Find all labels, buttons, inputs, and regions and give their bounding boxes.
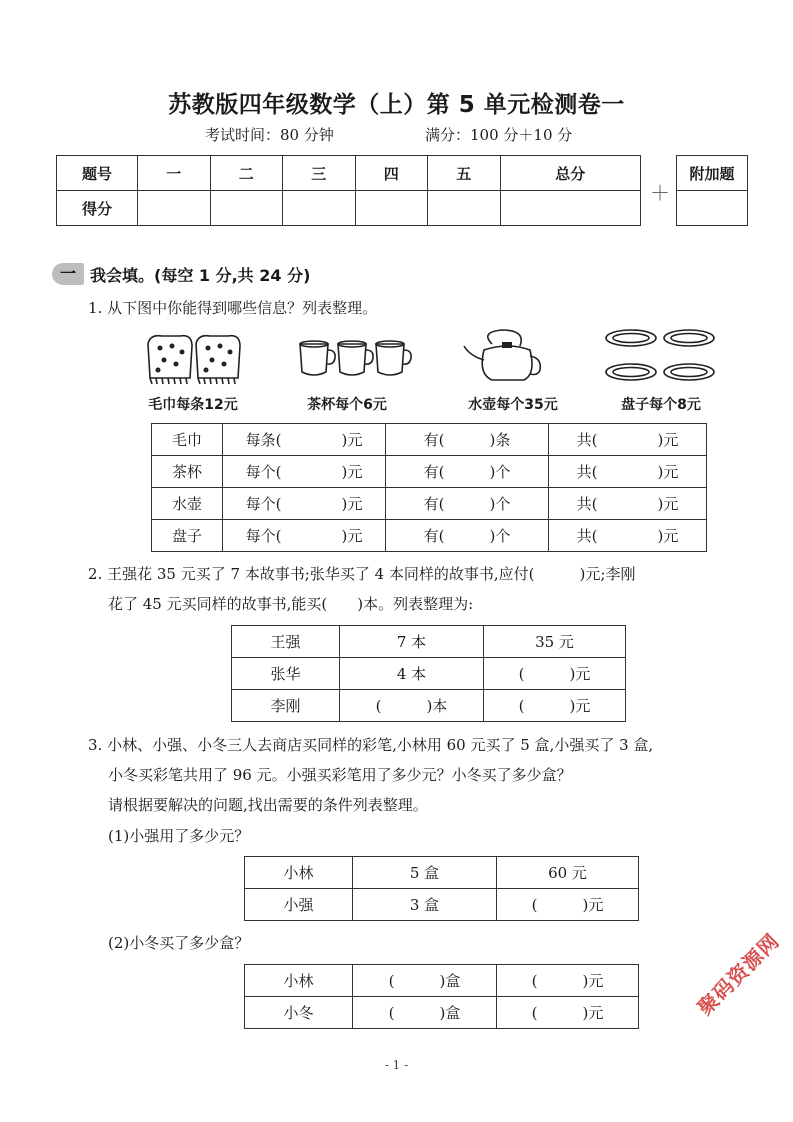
q1-table	[151, 423, 707, 552]
q3-table-1	[244, 856, 639, 921]
score-header: 五	[428, 156, 501, 191]
person-name: 小强	[245, 889, 353, 921]
section-header	[52, 262, 310, 286]
table-row	[152, 488, 707, 520]
cost-cell[interactable]: ( )元	[484, 658, 626, 690]
full-score: 满分：100 分＋10 分	[425, 126, 573, 144]
cost-cell: 35 元	[484, 626, 626, 658]
page-number: - 1 -	[384, 1058, 409, 1072]
item-name: 盘子	[152, 520, 223, 552]
person-name: 王强	[232, 626, 340, 658]
plus-sign: ＋	[650, 181, 670, 205]
item-name: 茶杯	[152, 456, 223, 488]
score-header: 一	[138, 156, 211, 191]
person-name: 小冬	[245, 997, 353, 1029]
boxes-cell[interactable]: ( )盒	[353, 997, 497, 1029]
cost-cell: 60 元	[497, 857, 639, 889]
table-row	[232, 626, 626, 658]
score-cell[interactable]	[355, 191, 428, 226]
table-row	[232, 658, 626, 690]
score-cell[interactable]	[428, 191, 501, 226]
total-cell[interactable]: 共( )元	[549, 456, 707, 488]
person-name: 小林	[245, 857, 353, 889]
score-header: 二	[210, 156, 283, 191]
kettle-icon	[462, 326, 552, 386]
question-3-line1: 3. 小林、小强、小冬三人去商店买同样的彩笔,小林用 60 元买了 5 盒,小强买了 3 盒,	[88, 736, 654, 754]
total-cell[interactable]: 共( )元	[549, 520, 707, 552]
question-3-line2: 小冬买彩笔共用了 96 元。小强买彩笔用了多少元？小冬买了多少盒？	[108, 766, 572, 784]
unit-price-cell[interactable]: 每个( )元	[223, 488, 386, 520]
quantity-cell[interactable]: 有( )个	[386, 456, 549, 488]
section-badge: 一	[52, 263, 84, 285]
score-cell[interactable]	[138, 191, 211, 226]
towel-caption: 毛巾每条12元	[148, 397, 238, 413]
score-table	[56, 155, 641, 226]
table-row	[152, 520, 707, 552]
score-cell[interactable]	[283, 191, 356, 226]
boxes-cell: 3 盒	[353, 889, 497, 921]
quantity-cell[interactable]: 有( )条	[386, 424, 549, 456]
extra-score-table	[676, 155, 748, 226]
item-name: 水壶	[152, 488, 223, 520]
question-1-text: 1. 从下图中你能得到哪些信息？列表整理。	[88, 299, 378, 317]
unit-price-cell[interactable]: 每个( )元	[223, 520, 386, 552]
unit-price-cell[interactable]: 每个( )元	[223, 456, 386, 488]
table-row	[245, 997, 639, 1029]
quantity-cell[interactable]: 有( )个	[386, 520, 549, 552]
cost-cell[interactable]: ( )元	[497, 997, 639, 1029]
q3-table-2	[244, 964, 639, 1029]
score-cell[interactable]	[210, 191, 283, 226]
score-cell[interactable]	[500, 191, 641, 226]
question-2-line1: 2. 王强花 35 元买了 7 本故事书;张华买了 4 本同样的故事书,应付( )元;李刚	[88, 565, 636, 583]
watermark: 聚码资源网	[692, 928, 785, 1020]
boxes-cell: 5 盒	[353, 857, 497, 889]
q2-table	[231, 625, 626, 722]
extra-header: 附加题	[677, 156, 748, 191]
extra-score-cell[interactable]	[677, 191, 748, 226]
table-row	[152, 424, 707, 456]
boxes-cell[interactable]: ( )盒	[353, 965, 497, 997]
cost-cell[interactable]: ( )元	[497, 889, 639, 921]
towel-icon	[140, 332, 250, 392]
quantity-cell[interactable]: 有( )个	[386, 488, 549, 520]
plates-icon	[604, 326, 719, 388]
person-name: 李刚	[232, 690, 340, 722]
question-3-line3: 请根据要解决的问题,找出需要的条件列表整理。	[108, 796, 428, 814]
score-header: 总分	[500, 156, 641, 191]
person-name: 张华	[232, 658, 340, 690]
unit-price-cell[interactable]: 每条( )元	[223, 424, 386, 456]
total-cell[interactable]: 共( )元	[549, 488, 707, 520]
cost-cell[interactable]: ( )元	[484, 690, 626, 722]
teacup-caption: 茶杯每个6元	[307, 397, 387, 413]
books-cell: 4 本	[340, 658, 484, 690]
table-row	[245, 857, 639, 889]
books-cell: 7 本	[340, 626, 484, 658]
books-cell[interactable]: ( )本	[340, 690, 484, 722]
cost-cell[interactable]: ( )元	[497, 965, 639, 997]
exam-time: 考试时间：80 分钟	[205, 126, 334, 144]
score-row-label: 得分	[57, 191, 138, 226]
total-cell[interactable]: 共( )元	[549, 424, 707, 456]
item-name: 毛巾	[152, 424, 223, 456]
question-2-line2: 花了 45 元买同样的故事书,能买( )本。列表整理为:	[108, 595, 474, 613]
teacup-icon	[296, 338, 416, 382]
score-header: 四	[355, 156, 428, 191]
question-3-sub1: (1)小强用了多少元？	[108, 827, 250, 845]
page-title: 苏教版四年级数学（上）第 5 单元检测卷一	[168, 92, 625, 118]
table-row	[232, 690, 626, 722]
question-3-sub2: (2)小冬买了多少盒？	[108, 934, 250, 952]
plates-caption: 盘子每个8元	[621, 397, 701, 413]
section-title: 我会填。(每空 1 分,共 24 分)	[90, 265, 311, 285]
kettle-caption: 水壶每个35元	[468, 397, 558, 413]
score-header: 题号	[57, 156, 138, 191]
table-row	[245, 965, 639, 997]
score-header: 三	[283, 156, 356, 191]
person-name: 小林	[245, 965, 353, 997]
table-row	[152, 456, 707, 488]
table-row	[245, 889, 639, 921]
